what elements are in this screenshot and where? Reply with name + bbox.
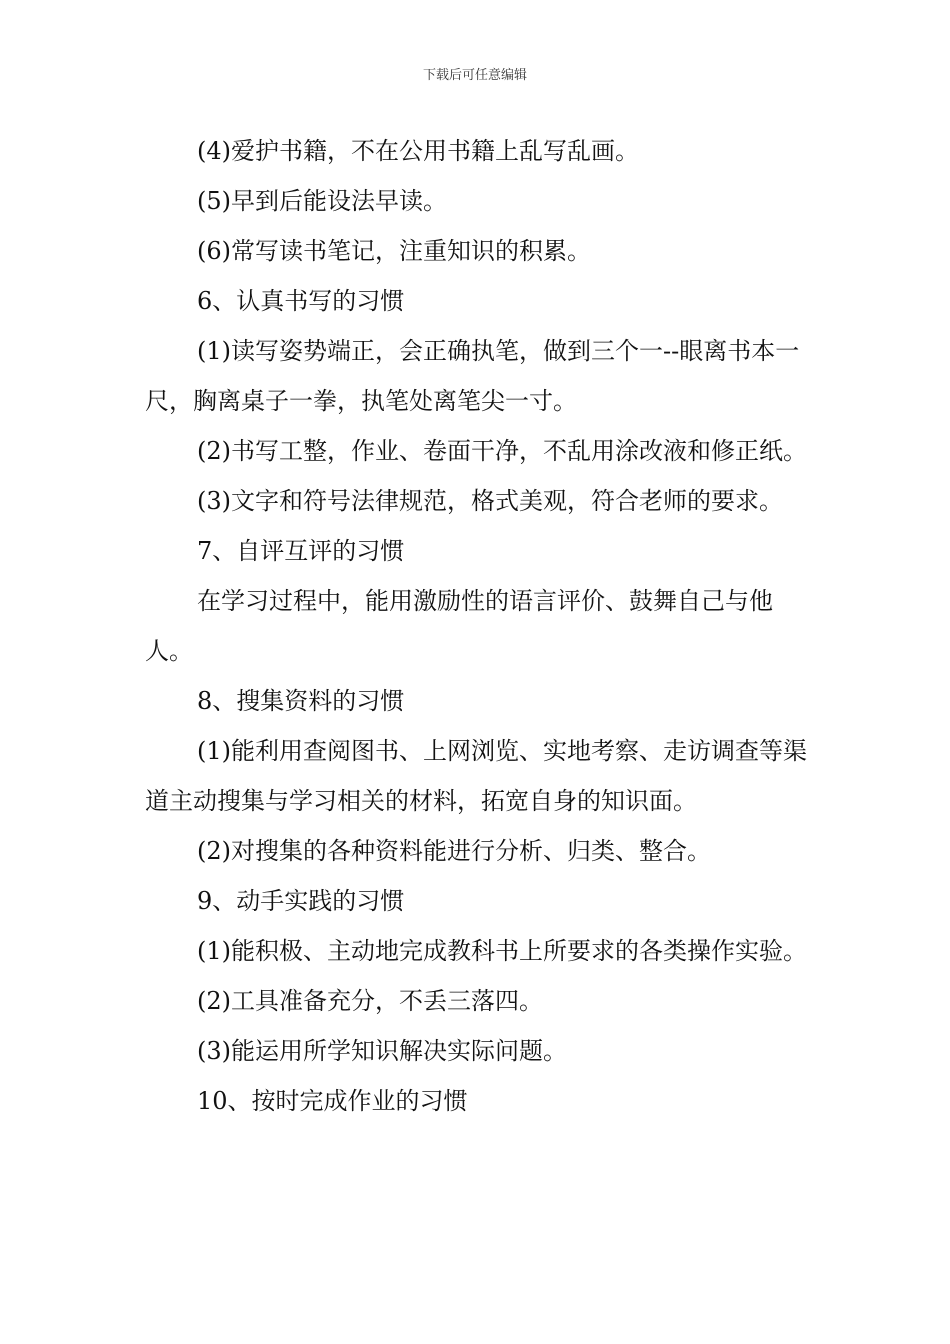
section-heading-collecting: 8、搜集资料的习惯: [197, 687, 405, 715]
section-heading-homework: 10、按时完成作业的习惯: [197, 1087, 468, 1115]
page-header: 下载后可任意编辑: [422, 68, 527, 83]
section-heading-writing: 6、认真书写的习惯: [197, 287, 405, 315]
paragraph-collecting-sources: (1)能利用查阅图书、上网浏览、实地考察、走访调查等渠道主动搜集与学习相关的材料，拓宽自身的知识面。: [145, 737, 807, 815]
paragraph-writing-neat: (2)书写工整，作业、卷面干净，不乱用涂改液和修正纸。: [197, 437, 807, 465]
document-body: [145, 126, 815, 1126]
paragraph-reading-notes: (6)常写读书笔记，注重知识的积累。: [197, 237, 591, 265]
paragraph-evaluation: 在学习过程中，能用激励性的语言评价、鼓舞自己与他人。: [145, 587, 773, 665]
paragraph-writing-standard: (3)文字和符号法律规范，格式美观，符合老师的要求。: [197, 487, 783, 515]
section-heading-evaluation: 7、自评互评的习惯: [197, 537, 405, 565]
section-heading-practice: 9、动手实践的习惯: [197, 887, 405, 915]
paragraph-early-reading: (5)早到后能设法早读。: [197, 187, 447, 215]
paragraph-practice-tools: (2)工具准备充分，不丢三落四。: [197, 987, 543, 1015]
paragraph-practice-experiments: (1)能积极、主动地完成教科书上所要求的各类操作实验。: [197, 937, 807, 965]
paragraph-reading-care: (4)爱护书籍，不在公用书籍上乱写乱画。: [197, 137, 639, 165]
paragraph-practice-apply: (3)能运用所学知识解决实际问题。: [197, 1037, 567, 1065]
paragraph-collecting-analysis: (2)对搜集的各种资料能进行分析、归类、整合。: [197, 837, 711, 865]
paragraph-writing-posture: (1)读写姿势端正，会正确执笔，做到三个一--眼离书本一尺，胸离桌子一拳，执笔处离笔尖一寸。: [145, 337, 800, 415]
